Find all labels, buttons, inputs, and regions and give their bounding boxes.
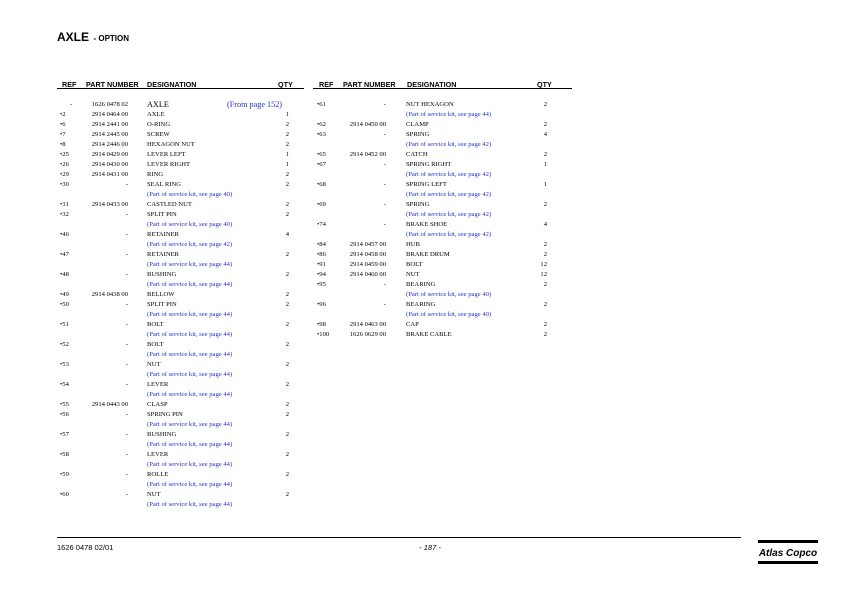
- service-kit-note-row: [0, 230, 842, 240]
- ref-cell: •67: [317, 161, 326, 168]
- designation-cell: SCREW: [147, 131, 170, 138]
- ref-cell: •31: [60, 201, 69, 208]
- ref-cell: •32: [60, 211, 69, 218]
- ref-cell: •95: [317, 281, 326, 288]
- part-number-cell: -: [383, 281, 386, 288]
- part-number-cell: -: [125, 181, 128, 188]
- designation-cell: SPRING PIN: [147, 411, 183, 418]
- service-kit-note: (Part of service kit, see page 44): [147, 331, 233, 338]
- qty-cell: 2: [285, 451, 289, 458]
- table-row: [0, 260, 842, 270]
- part-number-cell: -: [383, 201, 386, 208]
- qty-cell: 1: [285, 151, 289, 158]
- designation-cell: BRAKE DRUM: [406, 251, 450, 258]
- service-kit-note: (Part of service kit, see page 44): [406, 111, 492, 118]
- ref-cell: •84: [317, 241, 326, 248]
- designation-cell: RETAINER: [147, 231, 180, 238]
- part-number-cell: -: [125, 451, 128, 458]
- qty-cell: 2: [285, 361, 289, 368]
- service-kit-note: (Part of service kit, see page 44): [147, 441, 233, 448]
- part-number-cell: 2914 0431 00: [91, 171, 128, 178]
- designation-cell: ROLLE: [147, 471, 169, 478]
- service-kit-note-row: [0, 350, 842, 360]
- designation-cell: BOLT: [147, 341, 164, 348]
- designation-cell: CLASP: [147, 401, 168, 408]
- part-number-cell: -: [125, 431, 128, 438]
- qty-cell: 2: [285, 171, 289, 178]
- ref-cell: •61: [317, 101, 326, 108]
- ref-cell: •2: [60, 111, 66, 118]
- qty-cell: 2: [543, 121, 547, 128]
- part-number-cell: -: [383, 101, 386, 108]
- ref-cell: •48: [60, 271, 69, 278]
- ref-cell: •69: [317, 201, 326, 208]
- qty-cell: 1: [285, 161, 289, 168]
- qty-cell: 2: [543, 251, 547, 258]
- part-number-cell: 2914 0464 00: [91, 111, 128, 118]
- left-header-designation: DESIGNATION: [147, 80, 197, 89]
- service-kit-note: (Part of service kit, see page 42): [147, 241, 233, 248]
- table-row: [0, 470, 842, 480]
- designation-cell: CLAMP: [406, 121, 429, 128]
- part-number-cell: 2914 0443 00: [91, 401, 128, 408]
- qty-cell: 1: [543, 161, 547, 168]
- part-number-cell: 1626 0478 02: [91, 101, 128, 108]
- designation-cell: NUT: [406, 271, 420, 278]
- ref-cell: •86: [317, 251, 326, 258]
- service-kit-note: (Part of service kit, see page 44): [147, 281, 233, 288]
- ref-cell: •100: [317, 331, 330, 338]
- table-row: [0, 220, 842, 230]
- ref-cell: •55: [60, 401, 69, 408]
- ref-cell: •52: [60, 341, 69, 348]
- designation-cell: NUT: [147, 361, 161, 368]
- qty-cell: 12: [540, 271, 547, 278]
- service-kit-note-row: [0, 500, 842, 510]
- part-number-cell: -: [125, 211, 128, 218]
- ref-cell: •49: [60, 291, 69, 298]
- designation-cell: BOLT: [147, 321, 164, 328]
- service-kit-note-row: [0, 420, 842, 430]
- designation-cell: CASTLED NUT: [147, 201, 192, 208]
- part-number-cell: 1626 0629 00: [349, 331, 386, 338]
- ref-cell: •62: [317, 121, 326, 128]
- table-row: [0, 180, 842, 190]
- service-kit-note: (Part of service kit, see page 42): [406, 211, 492, 218]
- designation-cell: AXLE: [147, 111, 165, 118]
- ref-cell: •8: [60, 141, 66, 148]
- ref-cell: •54: [60, 381, 69, 388]
- from-page-note: (From page 152): [227, 100, 283, 109]
- ref-cell: •25: [60, 151, 69, 158]
- part-number-cell: -: [383, 221, 386, 228]
- ref-cell: •47: [60, 251, 69, 258]
- table-row: [0, 340, 842, 350]
- part-number-cell: -: [383, 181, 386, 188]
- service-kit-note-row: [0, 370, 842, 380]
- service-kit-note: (Part of service kit, see page 42): [406, 231, 492, 238]
- qty-cell: 2: [285, 141, 289, 148]
- service-kit-note: (Part of service kit, see page 40): [147, 191, 233, 198]
- part-number-cell: -: [125, 301, 128, 308]
- qty-cell: 2: [543, 281, 547, 288]
- right-header-rule: [313, 88, 572, 89]
- qty-cell: 4: [543, 221, 547, 228]
- part-number-cell: -: [125, 321, 128, 328]
- table-row: [0, 100, 842, 110]
- service-kit-note-row: [0, 460, 842, 470]
- designation-cell: LEVER: [147, 381, 169, 388]
- service-kit-note-row: [0, 110, 842, 120]
- qty-cell: 2: [285, 301, 289, 308]
- designation-cell: NUT: [147, 491, 161, 498]
- table-row: [0, 130, 842, 140]
- table-row: [0, 270, 842, 280]
- service-kit-note: (Part of service kit, see page 44): [147, 391, 233, 398]
- title-main: AXLE: [57, 30, 90, 44]
- service-kit-note-row: [0, 440, 842, 450]
- qty-cell: 1: [543, 181, 547, 188]
- service-kit-note: (Part of service kit, see page 42): [406, 191, 492, 198]
- service-kit-note-row: [0, 140, 842, 150]
- designation-cell: AXLE: [147, 100, 169, 109]
- designation-cell: RETAINER: [147, 251, 180, 258]
- right-header-qty: QTY: [537, 80, 552, 89]
- part-number-cell: 2914 0460 00: [349, 271, 386, 278]
- page-title: [57, 28, 129, 46]
- ref-cell: •59: [60, 471, 69, 478]
- designation-cell: BUSHING: [147, 271, 177, 278]
- qty-cell: 2: [285, 211, 289, 218]
- part-number-cell: -: [125, 271, 128, 278]
- service-kit-note-row: [0, 170, 842, 180]
- table-row: [0, 430, 842, 440]
- table-row: [0, 200, 842, 210]
- qty-cell: 4: [285, 231, 289, 238]
- ref-cell: •98: [317, 321, 326, 328]
- part-number-cell: 2914 0430 00: [91, 161, 128, 168]
- table-row: [0, 360, 842, 370]
- part-number-cell: 2914 2445 00: [91, 131, 128, 138]
- service-kit-note: (Part of service kit, see page 44): [147, 481, 233, 488]
- service-kit-note-row: [0, 390, 842, 400]
- qty-cell: 2: [285, 491, 289, 498]
- part-number-cell: 2914 0459 00: [349, 261, 386, 268]
- right-header-designation: DESIGNATION: [407, 80, 457, 89]
- part-number-cell: -: [125, 491, 128, 498]
- qty-cell: 2: [285, 341, 289, 348]
- part-number-cell: -: [125, 341, 128, 348]
- table-row: [0, 150, 842, 160]
- ref-cell: •96: [317, 301, 326, 308]
- table-row: [0, 380, 842, 390]
- ref-cell: •56: [60, 411, 69, 418]
- part-number-cell: -: [383, 161, 386, 168]
- designation-cell: LEVER: [147, 451, 169, 458]
- ref-cell: •6: [60, 121, 66, 128]
- service-kit-note-row: [0, 190, 842, 200]
- svg-text:Atlas Copco: Atlas Copco: [758, 548, 818, 559]
- ref-cell: •50: [60, 301, 69, 308]
- part-number-cell: 2914 0457 00: [349, 241, 386, 248]
- service-kit-note-row: [0, 290, 842, 300]
- part-number-cell: -: [383, 131, 386, 138]
- designation-cell: BUSHING: [147, 431, 177, 438]
- qty-cell: 4: [543, 131, 547, 138]
- qty-cell: 2: [285, 131, 289, 138]
- page-number: - 187 -: [419, 543, 441, 552]
- service-kit-note: (Part of service kit, see page 44): [147, 461, 233, 468]
- table-row: [0, 240, 842, 250]
- qty-cell: 2: [285, 251, 289, 258]
- table-row: [0, 120, 842, 130]
- ref-cell: •29: [60, 171, 69, 178]
- table-row: [0, 160, 842, 170]
- qty-cell: 2: [543, 201, 547, 208]
- service-kit-note-row: [0, 210, 842, 220]
- designation-cell: CATCH: [406, 151, 428, 158]
- designation-cell: NUT HEXAGON: [406, 101, 454, 108]
- ref-cell: •63: [317, 131, 326, 138]
- designation-cell: BRAKE SHOE: [406, 221, 448, 228]
- part-number-cell: -: [125, 411, 128, 418]
- designation-cell: SPRING LEFT: [406, 181, 447, 188]
- service-kit-note: (Part of service kit, see page 44): [147, 261, 233, 268]
- designation-cell: SPLIT PIN: [147, 211, 177, 218]
- table-row: [0, 330, 842, 340]
- qty-cell: 2: [543, 241, 547, 248]
- qty-cell: 2: [285, 291, 289, 298]
- table-row: [0, 410, 842, 420]
- table-row: [0, 280, 842, 290]
- qty-cell: 2: [285, 121, 289, 128]
- ref-cell: •94: [317, 271, 326, 278]
- qty-cell: 2: [285, 431, 289, 438]
- ref-cell: •30: [60, 181, 69, 188]
- part-number-cell: 2914 0463 00: [349, 321, 386, 328]
- designation-cell: SPRING RIGHT: [406, 161, 452, 168]
- atlas-copco-logo: [758, 540, 818, 566]
- part-number-cell: 2914 0433 00: [91, 201, 128, 208]
- ref-cell: •74: [317, 221, 326, 228]
- service-kit-note: (Part of service kit, see page 42): [406, 171, 492, 178]
- part-number-cell: -: [383, 301, 386, 308]
- ref-cell: •60: [60, 491, 69, 498]
- qty-cell: 2: [285, 321, 289, 328]
- designation-cell: CAP: [406, 321, 419, 328]
- qty-cell: 12: [540, 261, 547, 268]
- part-number-cell: -: [125, 361, 128, 368]
- service-kit-note: (Part of service kit, see page 44): [147, 501, 233, 508]
- designation-cell: SPRING: [406, 131, 430, 138]
- designation-cell: BELLOW: [147, 291, 175, 298]
- qty-cell: 2: [543, 151, 547, 158]
- service-kit-note: (Part of service kit, see page 40): [406, 291, 492, 298]
- table-row: [0, 450, 842, 460]
- service-kit-note: (Part of service kit, see page 40): [406, 311, 492, 318]
- left-header-rule: [57, 88, 304, 89]
- right-header-part-number: PART NUMBER: [343, 80, 396, 89]
- left-header-part-number: PART NUMBER: [86, 80, 139, 89]
- qty-cell: 1: [285, 111, 289, 118]
- designation-cell: BOLT: [406, 261, 423, 268]
- qty-cell: 2: [285, 471, 289, 478]
- service-kit-note: (Part of service kit, see page 42): [406, 141, 492, 148]
- footer-rule: [57, 537, 741, 538]
- designation-cell: LEVER LEFT: [147, 151, 186, 158]
- ref-cell: •58: [60, 451, 69, 458]
- qty-cell: 2: [285, 401, 289, 408]
- qty-cell: 2: [543, 331, 547, 338]
- ref-cell: •53: [60, 361, 69, 368]
- service-kit-note: (Part of service kit, see page 44): [147, 371, 233, 378]
- qty-cell: 2: [285, 381, 289, 388]
- ref-cell: -: [69, 101, 73, 108]
- part-number-cell: 2914 0450 00: [349, 121, 386, 128]
- ref-cell: •7: [60, 131, 66, 138]
- part-number-cell: -: [125, 231, 128, 238]
- table-row: [0, 300, 842, 310]
- part-number-cell: -: [125, 381, 128, 388]
- designation-cell: BEARING: [406, 281, 436, 288]
- ref-cell: •51: [60, 321, 69, 328]
- ref-cell: •65: [317, 151, 326, 158]
- part-number-cell: 2914 0452 00: [349, 151, 386, 158]
- part-number-cell: 2914 2441 00: [91, 121, 128, 128]
- ref-cell: •68: [317, 181, 326, 188]
- designation-cell: BRAKE CABLE: [406, 331, 452, 338]
- table-row: [0, 490, 842, 500]
- designation-cell: SPLIT PIN: [147, 301, 177, 308]
- qty-cell: 2: [543, 301, 547, 308]
- table-row: [0, 250, 842, 260]
- part-number-cell: -: [125, 251, 128, 258]
- qty-cell: 2: [543, 101, 547, 108]
- part-number-cell: 2914 0438 00: [91, 291, 128, 298]
- designation-cell: SPRING: [406, 201, 430, 208]
- left-header-ref: REF: [62, 80, 77, 89]
- ref-cell: •57: [60, 431, 69, 438]
- right-header-ref: REF: [319, 80, 334, 89]
- designation-cell: HUB: [406, 241, 420, 248]
- document-number: 1626 0478 02/01: [57, 543, 114, 552]
- designation-cell: LEVER RIGHT: [147, 161, 191, 168]
- qty-cell: 2: [543, 321, 547, 328]
- part-number-cell: -: [125, 471, 128, 478]
- designation-cell: O-RING: [147, 121, 171, 128]
- qty-cell: 2: [285, 201, 289, 208]
- designation-cell: RING: [147, 171, 164, 178]
- part-number-cell: 2914 2446 00: [91, 141, 128, 148]
- part-number-cell: 2914 0458 00: [349, 251, 386, 258]
- ref-cell: •46: [60, 231, 69, 238]
- designation-cell: HEXAGON NUT: [147, 141, 195, 148]
- table-row: [0, 400, 842, 410]
- title-sub: - OPTION: [93, 34, 130, 43]
- designation-cell: BEARING: [406, 301, 436, 308]
- table-row: [0, 320, 842, 330]
- service-kit-note-row: [0, 310, 842, 320]
- service-kit-note-row: [0, 480, 842, 490]
- ref-cell: •91: [317, 261, 326, 268]
- service-kit-note: (Part of service kit, see page 40): [147, 221, 233, 228]
- qty-cell: 2: [285, 181, 289, 188]
- left-header-qty: QTY: [278, 80, 293, 89]
- service-kit-note: (Part of service kit, see page 44): [147, 421, 233, 428]
- qty-cell: 2: [285, 271, 289, 278]
- service-kit-note: (Part of service kit, see page 44): [147, 351, 233, 358]
- part-number-cell: 2914 0429 00: [91, 151, 128, 158]
- service-kit-note: (Part of service kit, see page 44): [147, 311, 233, 318]
- ref-cell: •26: [60, 161, 69, 168]
- qty-cell: 2: [285, 411, 289, 418]
- designation-cell: SEAL RING: [147, 181, 182, 188]
